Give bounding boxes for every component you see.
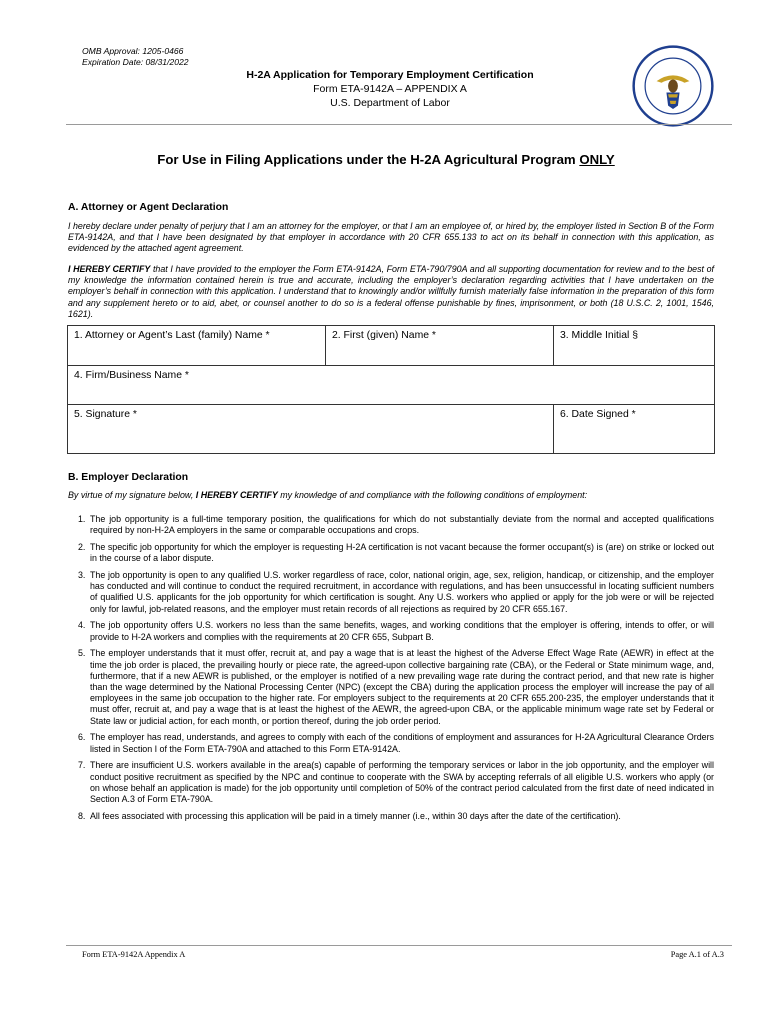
main-title-emphasis: ONLY: [579, 152, 615, 167]
certify-text: that I have provided to the employer the Form ETA-9142A, Form ETA-790/790A and all supporting documentation for review and to the best of my knowledge the information contained herein is true and accurate, including the employer’s declaration regarding activities that I have undertaken on the employer’s behalf in connection with this application. I understand that to knowingly and/or willfully furnish materially false information in the preparation of this form and any supplement hereto or to aid, abet, or counsel another to do so is a federal offense punishable by fines, imprisonment, or both (18 U.S.C. 2, 1001, 1546, 1621).: [68, 264, 714, 319]
date-signed-field[interactable]: [554, 405, 715, 454]
attorney-declaration: I hereby declare under penalty of perjury that I am an attorney for the employer, or that I am an employee of, or hired by, the employer listed in Section B of the Form ETA-9142A, and that I have been designated by that employer in accordance with 20 CFR 655.133 to act on its behalf in connection with this application, as evidenced by the attached agent agreement.: [68, 221, 714, 254]
department-name: U.S. Department of Labor: [330, 97, 450, 109]
item-number: 2.: [78, 542, 86, 552]
footer-page-number: Page A.1 of A.3: [670, 950, 724, 959]
employer-intro-pre: By virtue of my signature below,: [68, 490, 196, 500]
certify-bold: I HEREBY CERTIFY: [68, 264, 151, 274]
middle-initial-label: 3. Middle Initial §: [560, 330, 638, 341]
middle-initial-field[interactable]: [554, 326, 715, 366]
section-a-heading: A. Attorney or Agent Declaration: [68, 202, 229, 213]
last-name-label: 1. Attorney or Agent’s Last (family) Name *: [74, 330, 270, 341]
item-number: 7.: [78, 760, 86, 771]
main-title-text: For Use in Filing Applications under the H-2A Agricultural Program: [157, 152, 580, 167]
footer-form-name: Form ETA-9142A Appendix A: [82, 950, 186, 959]
omb-approval: OMB Approval: 1205-0466: [82, 46, 184, 56]
omb-info: [82, 46, 189, 68]
signature-field[interactable]: [68, 405, 554, 454]
item-text: There are insufficient U.S. workers available in the area(s) capable of performing the temporary services or labor in the job opportunity, and the employer will conduct positive recruitment as specified by the NPC and continue to cooperate with the SWA by accepting referrals of all eligible U.S. workers who apply (or on whose behalf an application is made) for the job opportunity until completion of 50% of the contract period calculated from the first date of need indicated in Section A.3 of Form ETA-790A.: [90, 760, 714, 805]
attorney-fields-table: [67, 325, 715, 454]
list-item: [78, 648, 714, 726]
signature-label: 5. Signature *: [74, 409, 137, 420]
attorney-certification: [68, 264, 714, 320]
employer-certify-bold: I HEREBY CERTIFY: [195, 490, 278, 500]
last-name-field[interactable]: [68, 326, 326, 366]
main-title: [66, 152, 706, 167]
form-title: H-2A Application for Temporary Employment Certification: [246, 69, 534, 81]
list-item: [78, 760, 714, 805]
footer-rule: [66, 945, 732, 946]
item-text: The employer has read, understands, and agrees to comply with each of the conditions of employment and assurances for H-2A Agricultural Clearance Orders listed in Section I of the Form ETA-790A and attached to this Form ETA-9142A.: [90, 732, 714, 754]
list-item: [78, 620, 714, 642]
employer-intro: [68, 490, 714, 501]
item-number: 3.: [78, 570, 86, 580]
item-number: 1.: [78, 514, 86, 524]
expiration-date: Expiration Date: 08/31/2022: [82, 57, 189, 67]
item-number: 6.: [78, 732, 86, 743]
list-item: [78, 514, 714, 536]
section-b-heading: B. Employer Declaration: [68, 472, 189, 483]
form-header: [150, 68, 630, 110]
item-text: The job opportunity is open to any qualified U.S. worker regardless of race, color, national origin, age, sex, religion, handicap, or citizenship, and the employer has conducted and will continue to conduct the required recruitment, in accordance with regulations, and has been unsuccessful in locating sufficient numbers of qualified U.S. applicants for the job opportunity for which certification is sought. Any U.S. workers who applied or apply for the job were or will be rejected only for lawful, job-related reasons, and the employer must retain records of all rejections as required by 20 CFR 655.167.: [90, 570, 714, 614]
list-item: [78, 542, 714, 564]
first-name-label: 2. First (given) Name *: [332, 330, 436, 341]
employer-intro-post: my knowledge of and compliance with the following conditions of employment:: [277, 490, 588, 500]
firm-name-label: 4. Firm/Business Name *: [74, 370, 189, 381]
form-number: Form ETA-9142A – APPENDIX A: [313, 83, 467, 95]
first-name-field[interactable]: [326, 326, 554, 366]
list-item: [78, 811, 714, 822]
item-text: The specific job opportunity for which the employer is requesting H-2A certification is not vacant because the former occupant(s) is (are) on strike or locked out in the course of a labor dispute.: [90, 542, 714, 564]
item-number: 8.: [78, 810, 86, 821]
list-item: [78, 570, 714, 615]
employer-conditions-list: [78, 514, 714, 828]
item-text: All fees associated with processing this application will be paid in a timely manner (i.e., within 30 days after the date of the certification).: [90, 810, 621, 821]
item-number: 5.: [78, 648, 86, 659]
date-signed-label: 6. Date Signed *: [560, 409, 636, 420]
item-text: The employer understands that it must offer, recruit at, and pay a wage that is at least the highest of the Adverse Effect Wage Rate (AEWR) in effect at the time the job order is placed, the prevailing hourly or piece rate, the agreed-upon collective bargaining rate (CBA), or the Federal or State minimum wage, and, furthermore, that if a new AEWR is published, or the employer is notified of a new prevailing wage rate during the contract period, and that new rate is higher than the wage determined by the National Processing Center (NPC) (except the CBA) during the application process the employer will increase the pay of all employees in the same job occupation to the higher rate. For employers subject to the requirements at 20 CFR 655.200-235, the employer understands that it must offer, recruit at, and pay a wage that is at least the highest of the AEWR, the agreed-upon CBA, or the applicable minimum wage rate set by Federal or State law or judicial action, for each month, or portion thereof, during the job order period.: [90, 648, 714, 726]
list-item: [78, 732, 714, 754]
item-text: The job opportunity offers U.S. workers no less than the same benefits, wages, and working conditions that the employer is offering, intends to offer, or will provide to H-2A workers and complies with the requirements at 20 CFR 655, Subpart B.: [90, 620, 714, 642]
item-number: 4.: [78, 620, 86, 631]
dol-seal-icon: [632, 45, 714, 127]
header-rule: [66, 124, 732, 125]
item-text: The job opportunity is a full-time temporary position, the qualifications for which do not substantially deviate from the normal and accepted qualifications required by non-H-2A employers in the same or comparable occupations and crops.: [90, 514, 714, 536]
firm-name-field[interactable]: [68, 366, 715, 405]
